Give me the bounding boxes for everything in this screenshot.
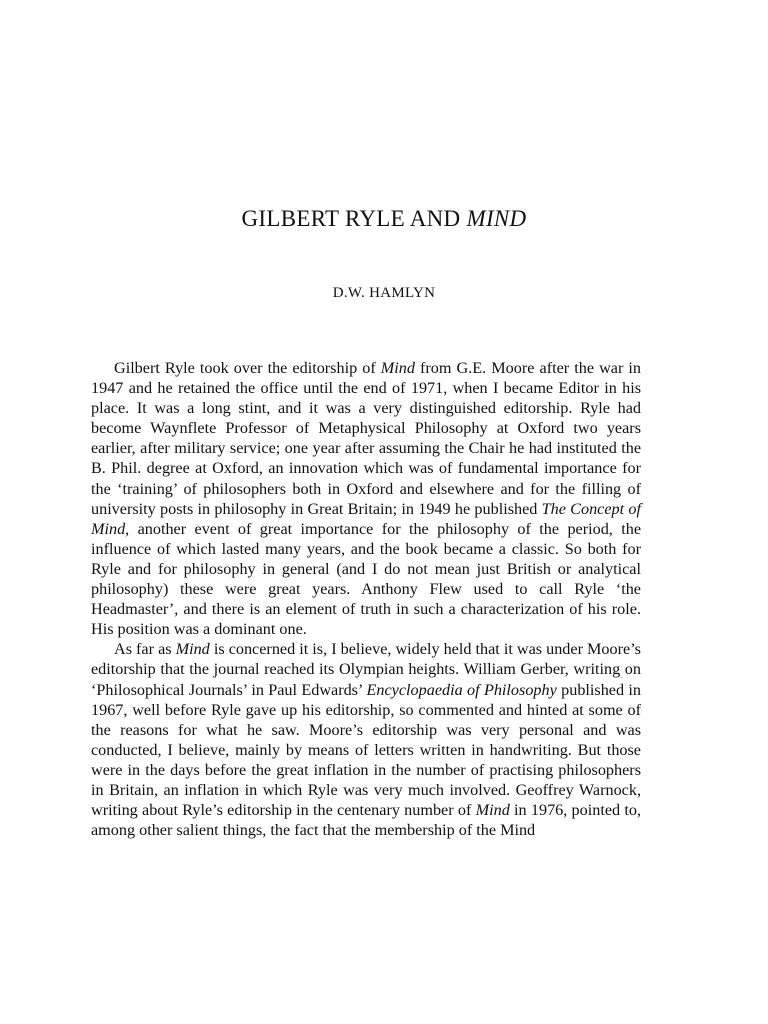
paragraph: [91, 358, 641, 639]
article-title: [0, 206, 768, 232]
article-title-main: GILBERT RYLE AND: [241, 206, 467, 231]
article-title-italic: MIND: [466, 206, 527, 231]
text-run: is concerned it is, I believe, widely held that it was under Moore’s editorship that the journal reached its Olympian heights. William Gerber, writing on ‘Philosophical Journals’ in Paul Edwards’: [91, 640, 641, 699]
text-run: Gilbert Ryle took over the editorship of: [114, 359, 381, 377]
text-run: , another event of great importance for the philosophy of the period, the influence of which lasted many years, and the book became a classic. So both for Ryle and for philosophy in general (and I do not mean just British or analytical philosophy) these were great years. Anthony Flew used to call Ryle ‘the Headmaster’, and there is an element of truth in such a characterization of his role. His position was a dominant one.: [91, 519, 641, 639]
italic-text: The Concept of Mind: [91, 499, 641, 538]
italic-text: Mind: [380, 359, 415, 377]
text-run: As far as: [114, 640, 176, 659]
article-author: D.W. HAMLYN: [332, 285, 436, 301]
italic-text: Mind: [175, 640, 210, 659]
italic-text: Mind: [475, 801, 510, 820]
paragraph: [91, 639, 641, 840]
text-run: from G.E. Moore after the war in 1947 and he retained the office until the end of 1971, when I became Editor in his place. It was a long stint, and it was a very distinguished editorship. Ryle had become Waynflete Professor of Metaphysical Philosophy at Oxford two years earlier, after military service; one year after assuming the Chair he had instituted the B. Phil. degree at Oxford, an innovation which was of fundamental importance for the ‘training’ of philosophers both in Oxford and elsewhere and for the filling of university posts in philosophy in Great Britain; in 1949 he published: [91, 359, 641, 518]
text-run: in 1976, pointed to, among other salient things, the fact that the membership of the Mind: [91, 801, 641, 840]
article-body: [91, 358, 641, 840]
italic-text: Encyclopaedia of Philosophy: [366, 680, 557, 699]
text-run: published in 1967, well before Ryle gave up his editorship, so commented and hinted at some of the reasons for what he saw. Moore’s editorship was very personal and was conducted, I believe, mainly by means of letters written in handwriting. But those were in the days before the great inflation in the number of practising philosophers in Britain, an inflation in which Ryle was very much involved. Geoffrey Warnock, writing about Ryle’s editorship in the centenary number of: [91, 680, 641, 820]
